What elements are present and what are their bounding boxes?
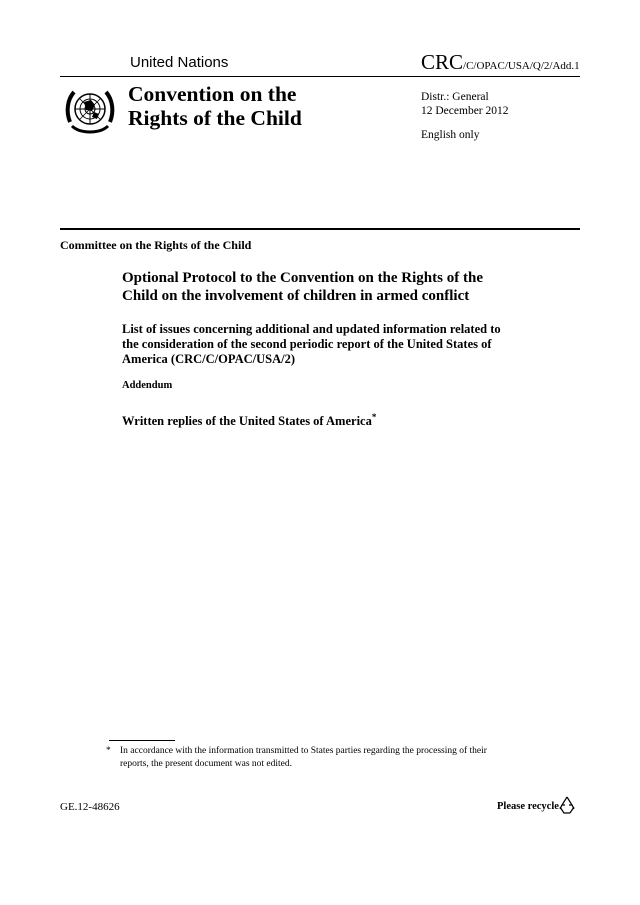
org-name: United Nations	[130, 54, 229, 71]
document-symbol	[421, 50, 580, 75]
symbol-suffix: /C/OPAC/USA/Q/2/Add.1	[463, 60, 580, 72]
section-rule	[60, 228, 580, 230]
un-emblem-icon	[64, 84, 116, 136]
symbol-prefix: CRC	[421, 50, 464, 74]
written-replies-heading	[122, 412, 376, 429]
convention-title-line1: Convention on the	[128, 82, 297, 106]
issues-heading-line1: List of issues concerning additional and updated information related to	[122, 322, 501, 336]
footnote-mark: *	[106, 746, 111, 756]
footnote-line2: reports, the present document was not edited.	[120, 759, 293, 769]
convention-title	[128, 82, 302, 130]
distribution-info	[421, 90, 509, 118]
footnote-line1: In accordance with the information transmitted to States parties regarding the processing of their	[120, 746, 487, 756]
addendum-label: Addendum	[122, 380, 173, 391]
document-number: GE.12-48626	[60, 801, 120, 813]
issues-heading	[122, 322, 542, 367]
protocol-title-line1: Optional Protocol to the Convention on the Rights of the	[122, 270, 483, 286]
protocol-title	[122, 269, 522, 305]
distribution-label: Distr.: General	[421, 91, 489, 103]
footnote-rule	[109, 740, 175, 741]
language-note: English only	[421, 129, 480, 141]
footnote-reference: *	[371, 412, 377, 422]
convention-title-line2: Rights of the Child	[128, 106, 302, 130]
protocol-title-line2: Child on the involvement of children in armed conflict	[122, 288, 470, 304]
committee-name: Committee on the Rights of the Child	[60, 238, 252, 252]
written-replies-text: Written replies of the United States of America	[122, 414, 372, 429]
recycle-label: Please recycle	[497, 801, 559, 812]
document-date: 12 December 2012	[421, 105, 509, 117]
recycle-icon	[556, 794, 578, 816]
footnote	[106, 745, 526, 771]
header-rule	[60, 76, 580, 77]
issues-heading-line2: the consideration of the second periodic report of the United States of	[122, 337, 492, 351]
issues-heading-line3: America (CRC/C/OPAC/USA/2)	[122, 352, 295, 366]
